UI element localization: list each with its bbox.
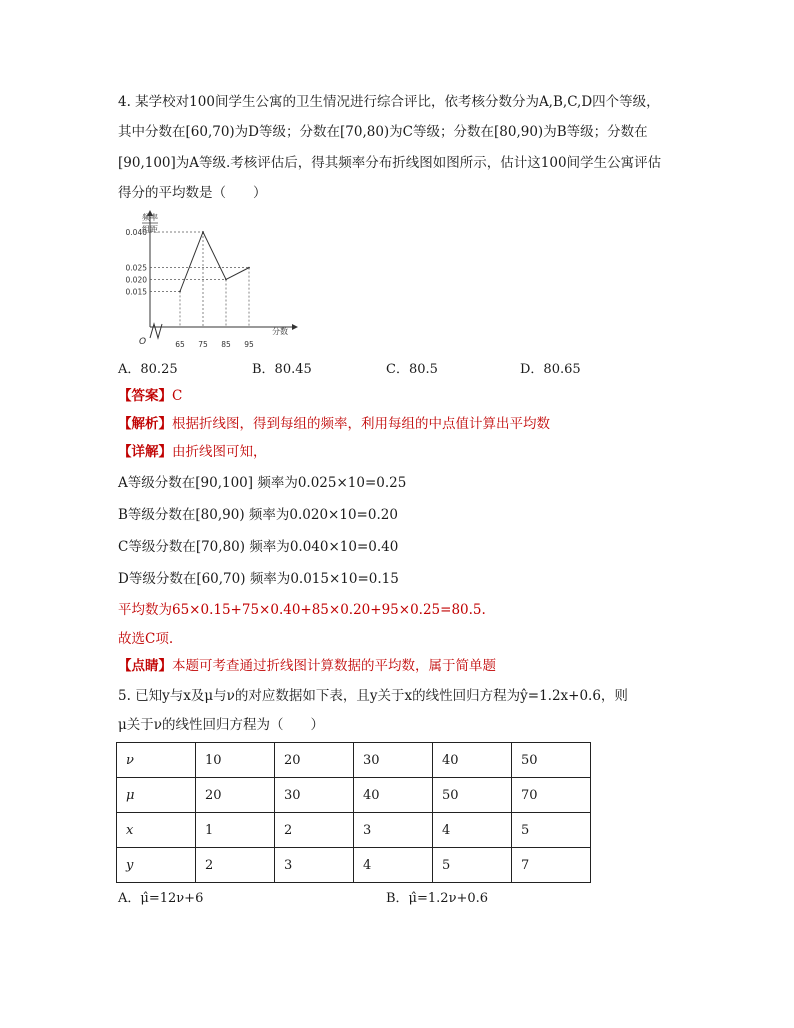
table-row <box>117 778 591 813</box>
comment-text: 本题可考查通过折线图计算数据的平均数，属于简单题 <box>172 658 496 674</box>
analysis-line <box>118 414 550 434</box>
detail-a-expr: 0.025×10=0.25 <box>297 475 407 491</box>
detail-a-freq-label: 频率为 <box>257 475 298 491</box>
q4-option-c: C．80.5 <box>386 362 438 377</box>
x-tick-label: 75 <box>198 340 208 349</box>
detail-d-expr: 0.015×10=0.15 <box>290 571 399 587</box>
answer-label: 【答案】 <box>118 388 172 404</box>
y-tick-label: 0.020 <box>125 275 147 285</box>
y-tick-label: 0.015 <box>125 287 147 297</box>
answer-line <box>118 386 182 406</box>
q5-stem-line-1: 5. 已知y与x及μ与ν的对应数据如下表，且y关于x的线性回归方程为ŷ=1.2x+0.6，则 <box>118 688 628 704</box>
comment-label: 【点睛】 <box>118 658 172 674</box>
detail-d-line <box>118 569 399 589</box>
table-cell: 7 <box>512 848 591 883</box>
table-cell: x <box>117 813 196 848</box>
x-tick-label: 95 <box>244 340 254 349</box>
detail-d-freq-label: 频率为 <box>249 571 291 587</box>
detail-label: 【详解】 <box>118 444 172 460</box>
table-row <box>117 743 591 778</box>
table-cell: 10 <box>196 743 275 778</box>
q4-option-d: D．80.65 <box>520 362 581 377</box>
detail-d-prefix: D等级分数在[60,70) <box>118 571 246 587</box>
analysis-text: 根据折线图，得到每组的频率，利用每组的中点值计算出平均数 <box>172 416 550 432</box>
data-point <box>225 279 227 281</box>
y-axis-label: 组距 <box>142 225 158 234</box>
table-cell: y <box>117 848 196 883</box>
answer-value: C <box>172 388 183 404</box>
y-axis-label: 频率 <box>142 213 158 222</box>
table-cell: 40 <box>354 778 433 813</box>
q5-option-b: B．μ̂=1.2ν+0.6 <box>386 891 489 906</box>
table-cell: 30 <box>275 778 354 813</box>
data-point <box>179 290 181 292</box>
x-tick-label: 65 <box>175 340 185 349</box>
detail-c-line <box>118 537 398 557</box>
detail-a-prefix: A等级分数在[90,100] <box>118 475 254 491</box>
conclusion-line: 故选C项. <box>118 631 174 647</box>
detail-b-line <box>118 505 398 525</box>
detail-c-prefix: C等级分数在[70,80) <box>118 539 246 555</box>
y-tick-label: 0.025 <box>125 263 147 273</box>
frequency-polygon-chart <box>112 208 302 356</box>
detail-line <box>118 442 267 462</box>
table-cell: 3 <box>275 848 354 883</box>
mean-label: 平均数为 <box>118 602 172 618</box>
table-cell: 5 <box>433 848 512 883</box>
mean-expr: 65×0.15+75×0.40+85×0.20+95×0.25=80.5. <box>172 602 486 618</box>
table-row <box>117 848 591 883</box>
detail-a-line <box>118 473 406 493</box>
data-point <box>248 267 250 269</box>
y-tick-label: 0.040 <box>125 228 147 237</box>
mean-line <box>118 600 486 620</box>
table-cell: 50 <box>433 778 512 813</box>
table-cell: 5 <box>512 813 591 848</box>
table-cell: ν <box>117 743 196 778</box>
detail-b-prefix: B等级分数在[80,90) <box>118 507 245 523</box>
table-cell: 4 <box>354 848 433 883</box>
q4-stem-line-3: [90,100]为A等级.考核评估后，得其频率分布折线图如图所示，估计这100间学生公寓评估 <box>118 155 662 171</box>
table-cell: 40 <box>433 743 512 778</box>
table-cell: 4 <box>433 813 512 848</box>
x-axis-arrow <box>292 324 298 330</box>
q5-data-table <box>116 742 591 883</box>
analysis-label: 【解析】 <box>118 416 172 432</box>
q4-option-b: B．80.45 <box>252 362 312 377</box>
table-cell: 2 <box>275 813 354 848</box>
table-cell: 1 <box>196 813 275 848</box>
data-point <box>202 231 204 233</box>
table-row <box>117 813 591 848</box>
frequency-line <box>180 232 249 291</box>
origin-label: O <box>139 337 147 347</box>
table-cell: 2 <box>196 848 275 883</box>
table-cell: μ <box>117 778 196 813</box>
table-cell: 3 <box>354 813 433 848</box>
comment-line <box>118 656 496 676</box>
detail-c-expr: 0.040×10=0.40 <box>289 539 399 555</box>
table-cell: 50 <box>512 743 591 778</box>
table-cell: 20 <box>196 778 275 813</box>
q4-stem-line-4: 得分的平均数是（ ） <box>118 185 267 201</box>
q4-stem-line-2: 其中分数在[60,70)为D等级；分数在[70,80)为C等级；分数在[80,90)为B等级；分数在 <box>118 124 648 140</box>
detail-b-freq-label: 频率为 <box>248 507 290 523</box>
table-cell: 70 <box>512 778 591 813</box>
q4-stem-line-1: 4. 某学校对100间学生公寓的卫生情况进行综合评比，依考核分数分为A,B,C,D四个等级， <box>118 94 660 110</box>
detail-b-expr: 0.020×10=0.20 <box>289 507 398 523</box>
table-cell: 20 <box>275 743 354 778</box>
x-axis-label: 分数 <box>272 327 288 336</box>
detail-text: 由折线图可知， <box>172 444 267 460</box>
axis-break-zigzag <box>150 324 162 338</box>
detail-c-freq-label: 频率为 <box>249 539 290 555</box>
q5-option-a: A．μ̂=12ν+6 <box>118 891 204 906</box>
q4-option-a: A．80.25 <box>118 362 178 377</box>
q5-stem-line-2: μ关于ν的线性回归方程为（ ） <box>118 717 324 733</box>
table-cell: 30 <box>354 743 433 778</box>
x-tick-label: 85 <box>221 340 231 349</box>
